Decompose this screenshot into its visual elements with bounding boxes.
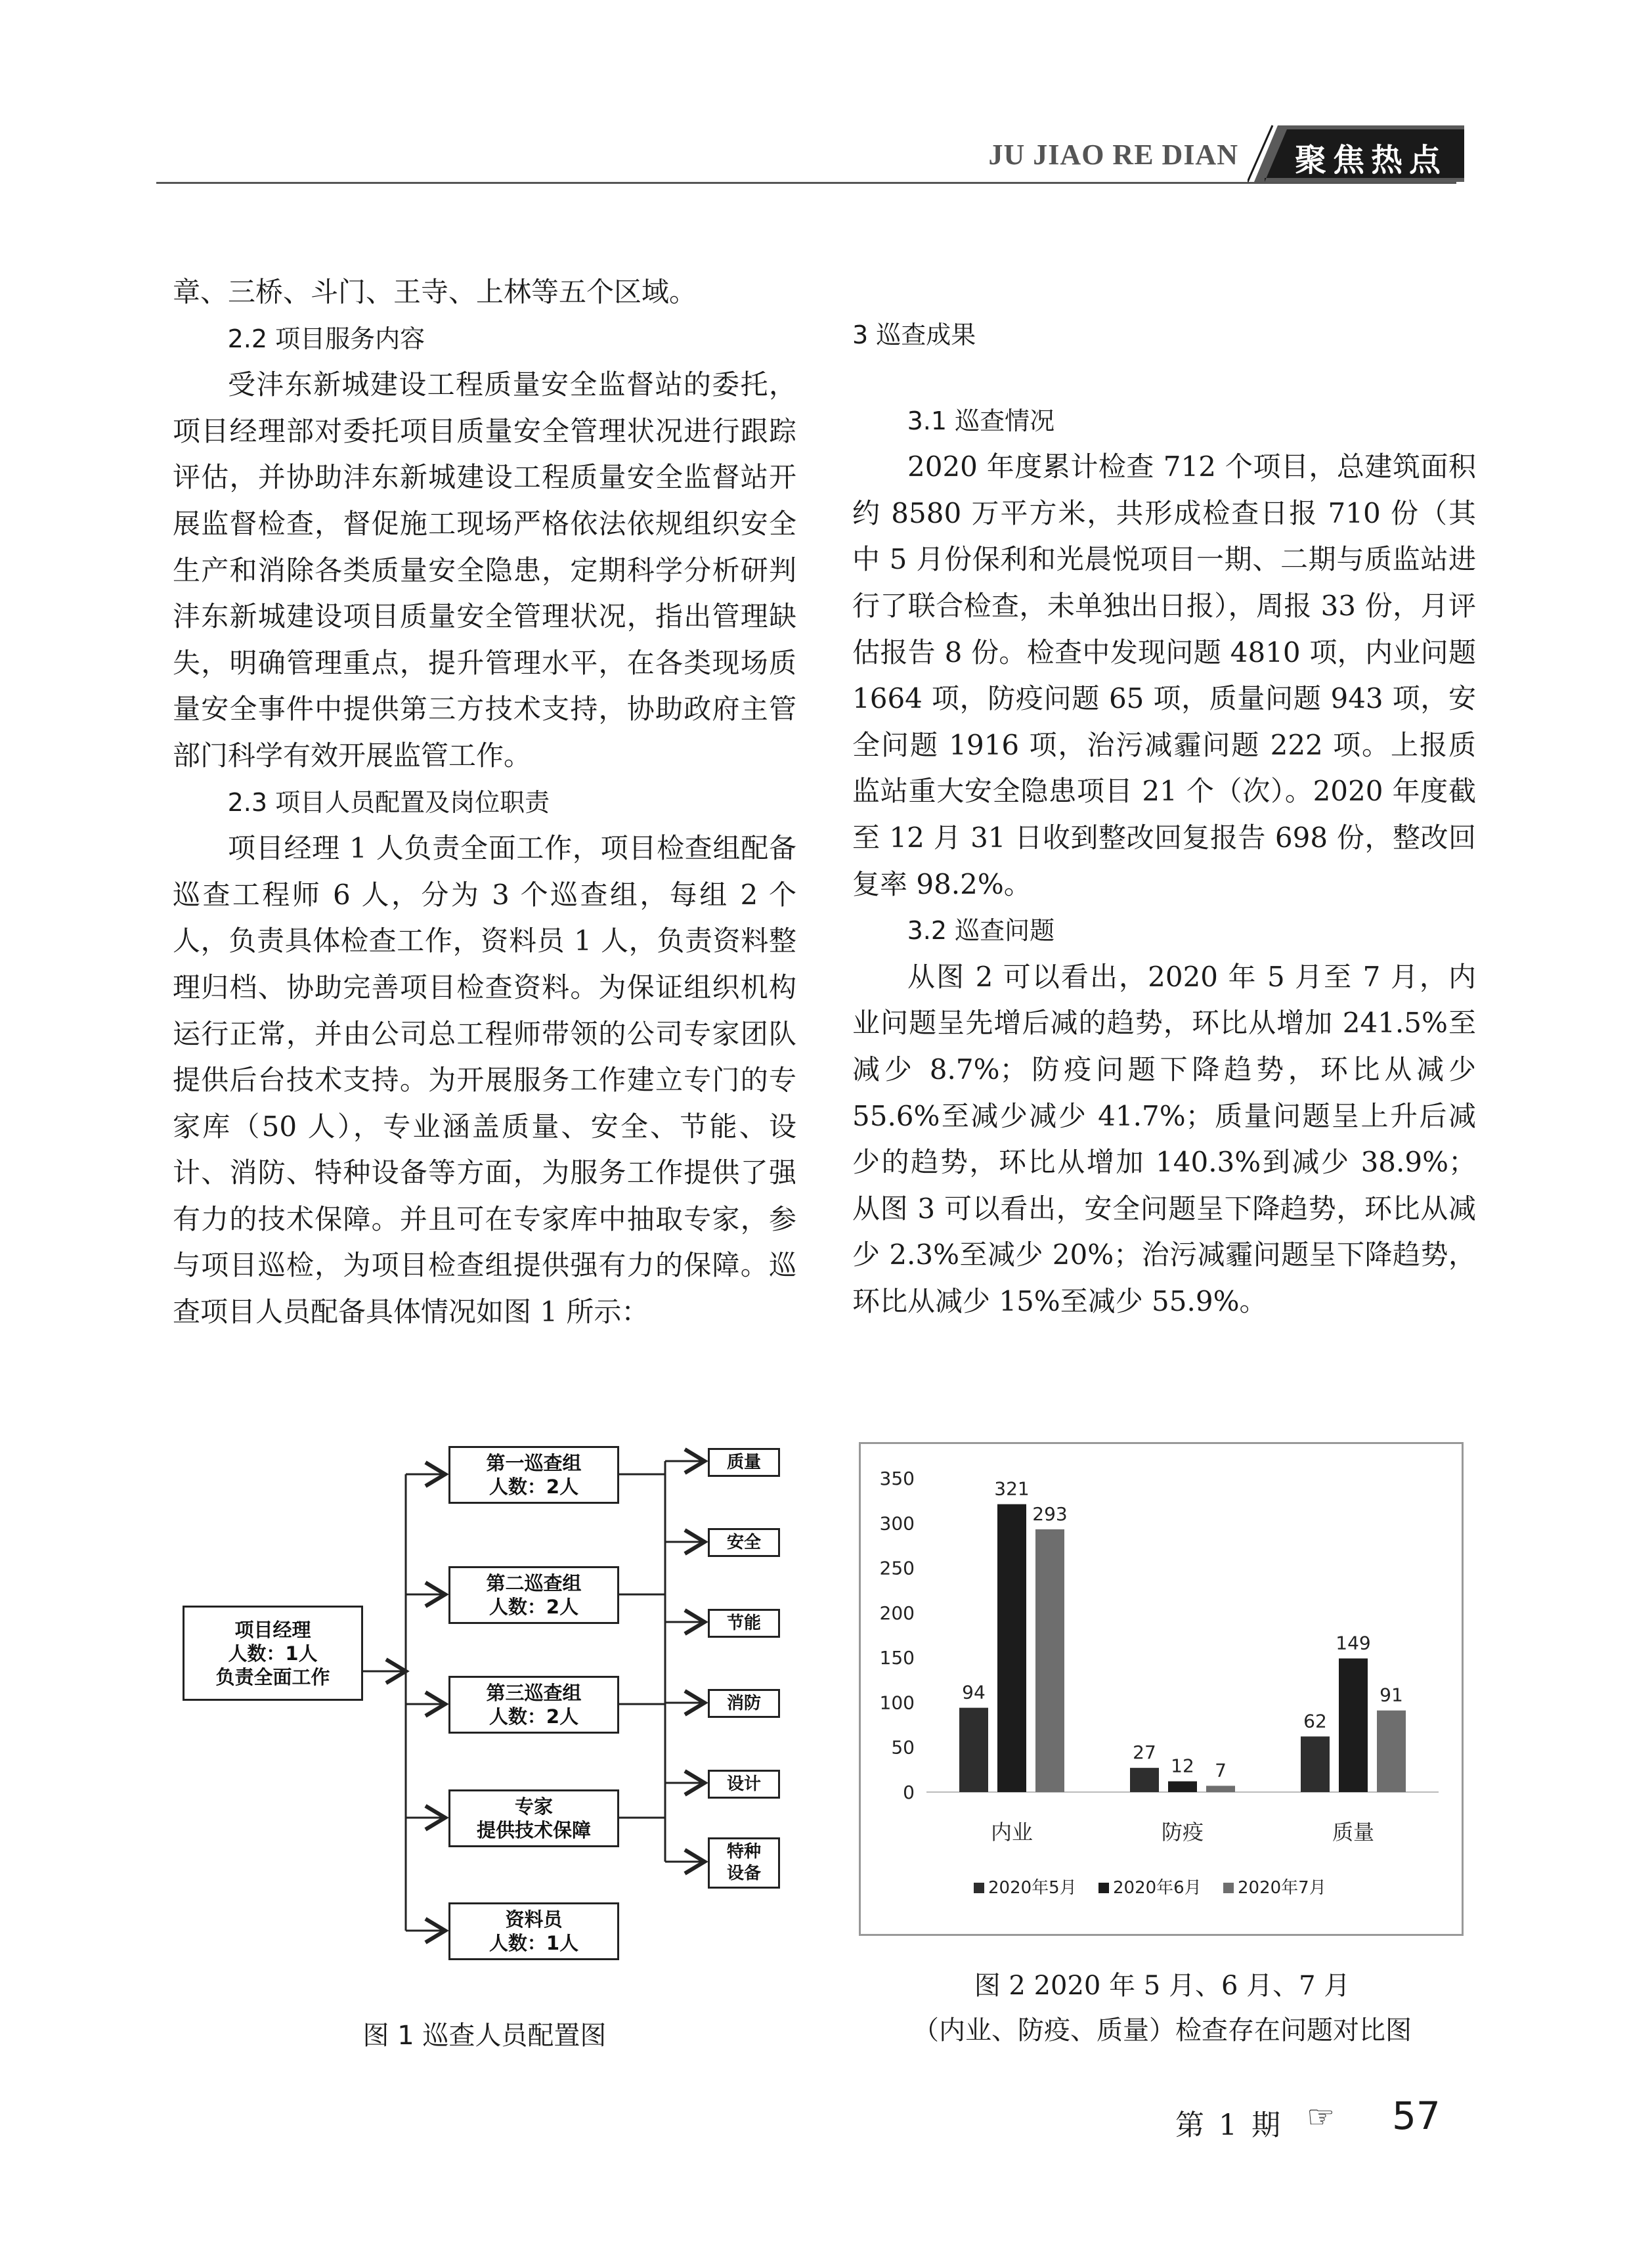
data-label: 62 [1303,1710,1327,1732]
figure-2-caption-line-2: （内业、防疫、质量）检查存在问题对比图 [913,2015,1412,2046]
bar [959,1708,988,1792]
page-number: 57 [1392,2093,1441,2138]
group-1-title: 第一巡查组 [486,1452,582,1474]
paragraph: 从图 2 可以看出，2020 年 5 月至 7 月，内业问题呈先增后减的趋势，环比从增加 241.5%至减少 8.7%；防疫问题下降趋势，环比从减少 55.6%至减少减少 41.7%；质量问题呈上升后减少的趋势，环比从增加 140.3%到减少 38.9%；从图 3 可以看出，安全问题呈下降趋势，环比从减少 2.3%至减少 20%；治污减霾问题呈下降趋势，环比从减少 15%至减少 55.9%。 [852,960,1476,1317]
legend-label: 2020年7月 [1238,1878,1326,1898]
manager-duty: 负责全面工作 [215,1665,330,1688]
figure-2-caption [837,1963,1487,2053]
y-tick-label: 50 [891,1736,915,1759]
bar [1377,1711,1406,1792]
category-label: 质量 [1332,1820,1375,1845]
bar [1339,1659,1368,1792]
bar-chart [861,1444,1462,1934]
left-column [173,269,796,1336]
y-tick-label: 0 [903,1782,915,1803]
expert-duty: 提供技术保障 [476,1819,591,1841]
area-box: 特种设备 [708,1837,780,1889]
data-label: 91 [1380,1684,1403,1706]
group-2-box [448,1566,619,1624]
bar [1301,1736,1330,1792]
manager-title: 项目经理 [234,1618,311,1641]
paragraph: 受沣东新城建设工程质量安全监督站的委托，项目经理部对委托项目质量安全管理状况进行跟踪评估，并协助沣东新城建设工程质量安全监督站开展监督检查，督促施工现场严格依法依规组织安全生产和消除各类质量安全隐患，定期科学分析研判沣东新城建设项目质量安全管理状况，指出管理缺失，明确管理重点，提升管理水平，在各类现场质量安全事件中提供第三方技术支持，协助政府主管部门科学有效开展监管工作。 [173,368,796,772]
area-box: 消防 [708,1689,780,1718]
figure-2-caption-line-1: 图 2 2020 年 5 月、6 月、7 月 [974,1971,1351,2001]
clerk-box [448,1902,619,1960]
paragraph: 2020 年度累计检查 712 个项目，总建筑面积约 8580 万平方米，共形成检查日报 710 份（其中 5 月份保利和光晨悦项目一期、二期与质监站进行了联合检查，未单独出日报），周报 33 份，月评估报告 8 份。检查中发现问题 4810 项，内业问题 1664 项，防疫问题 65 项，质量问题 943 项，安全问题 1916 项，治污减霾问题 222 项。上报质监站重大安全隐患项目 21 个（次）。2020 年度截至 12 月 31 日收到整改回复报告 698 份，整改回复率 98.2%。 [852,450,1476,900]
section-heading-2-2: 2.2 项目服务内容 [227,324,425,353]
section-heading-3: 3 巡查成果 [852,320,976,349]
paragraph: 章、三桥、斗门、王寺、上林等五个区域。 [173,276,697,308]
figure-1-org-chart [169,1418,800,1983]
data-label: 149 [1336,1632,1371,1654]
group-1-box [448,1446,619,1504]
clerk-title: 资料员 [505,1908,563,1931]
area-box: 质量 [708,1448,780,1477]
paragraph: 项目经理 1 人负责全面工作，项目检查组配备巡查工程师 6 人，分为 3 个巡查组，每组 2 个人，负责具体检查工作，资料员 1 人，负责资料整理归档、协助完善项目检查资料。为保证组织机构运行正常，并由公司总工程师带领的公司专家团队提供后台技术支持。为开展服务工作建立专门的专家库（50 人），专业涵盖质量、安全、节能、设计、消防、特种设备等方面，为服务工作提供了强有力的技术保障。并且可在专家库中抽取专家，参与项目巡检，为项目检查组提供强有力的保障。巡查项目人员配备具体情况如图 1 所示： [173,832,796,1328]
header-section-cn: 聚焦热点 [1294,142,1447,179]
section-heading-3-2: 3.2 巡查问题 [907,916,1055,946]
data-label: 27 [1133,1742,1156,1764]
y-tick-label: 300 [879,1512,915,1535]
area-box: 安全 [708,1528,780,1557]
area-box: 设计 [708,1770,780,1799]
bar [1206,1786,1235,1792]
group-3-count: 人数：2人 [489,1705,579,1728]
bar [997,1504,1026,1792]
data-label: 12 [1171,1755,1194,1777]
y-tick-label: 250 [879,1557,915,1579]
data-label: 321 [994,1478,1030,1500]
expert-box [448,1789,619,1847]
data-label: 7 [1215,1759,1227,1782]
group-3-title: 第三巡查组 [486,1682,582,1704]
manager-count: 人数：1人 [228,1642,318,1665]
section-heading-3-1: 3.1 巡查情况 [907,406,1055,435]
data-label: 94 [962,1681,986,1703]
bar [1168,1782,1197,1792]
group-3-box [448,1676,619,1734]
manager-box [183,1606,363,1701]
category-label: 内业 [990,1820,1033,1845]
data-label: 293 [1032,1502,1068,1525]
bar [1130,1768,1159,1792]
legend-swatch [974,1883,984,1893]
figure-1-caption: 图 1 巡查人员配置图 [362,2021,607,2051]
header-section-en: JU JIAO RE DIAN [988,139,1238,171]
legend-label: 2020年5月 [988,1878,1077,1898]
legend-swatch [1098,1883,1109,1893]
figure-2-chart [859,1442,1464,1936]
category-label: 防疫 [1161,1820,1204,1845]
expert-title: 专家 [514,1795,553,1818]
group-2-count: 人数：2人 [489,1596,579,1618]
y-tick-label: 200 [879,1602,915,1624]
group-2-title: 第二巡查组 [486,1572,582,1594]
section-heading-2-3: 2.3 项目人员配置及岗位职责 [227,787,550,817]
legend-label: 2020年6月 [1113,1878,1202,1898]
issue-label: 第 1 期 [1175,2109,1283,2142]
group-1-count: 人数：2人 [489,1476,579,1498]
right-column [852,312,1476,1325]
bar [1035,1529,1064,1792]
y-tick-label: 350 [879,1468,915,1489]
legend-swatch [1223,1883,1234,1893]
y-tick-label: 150 [879,1647,915,1669]
clerk-count: 人数：1人 [489,1932,579,1954]
area-box: 节能 [708,1609,780,1638]
y-tick-label: 100 [879,1692,915,1714]
pointing-hand-icon: ☞ [1307,2099,1336,2136]
